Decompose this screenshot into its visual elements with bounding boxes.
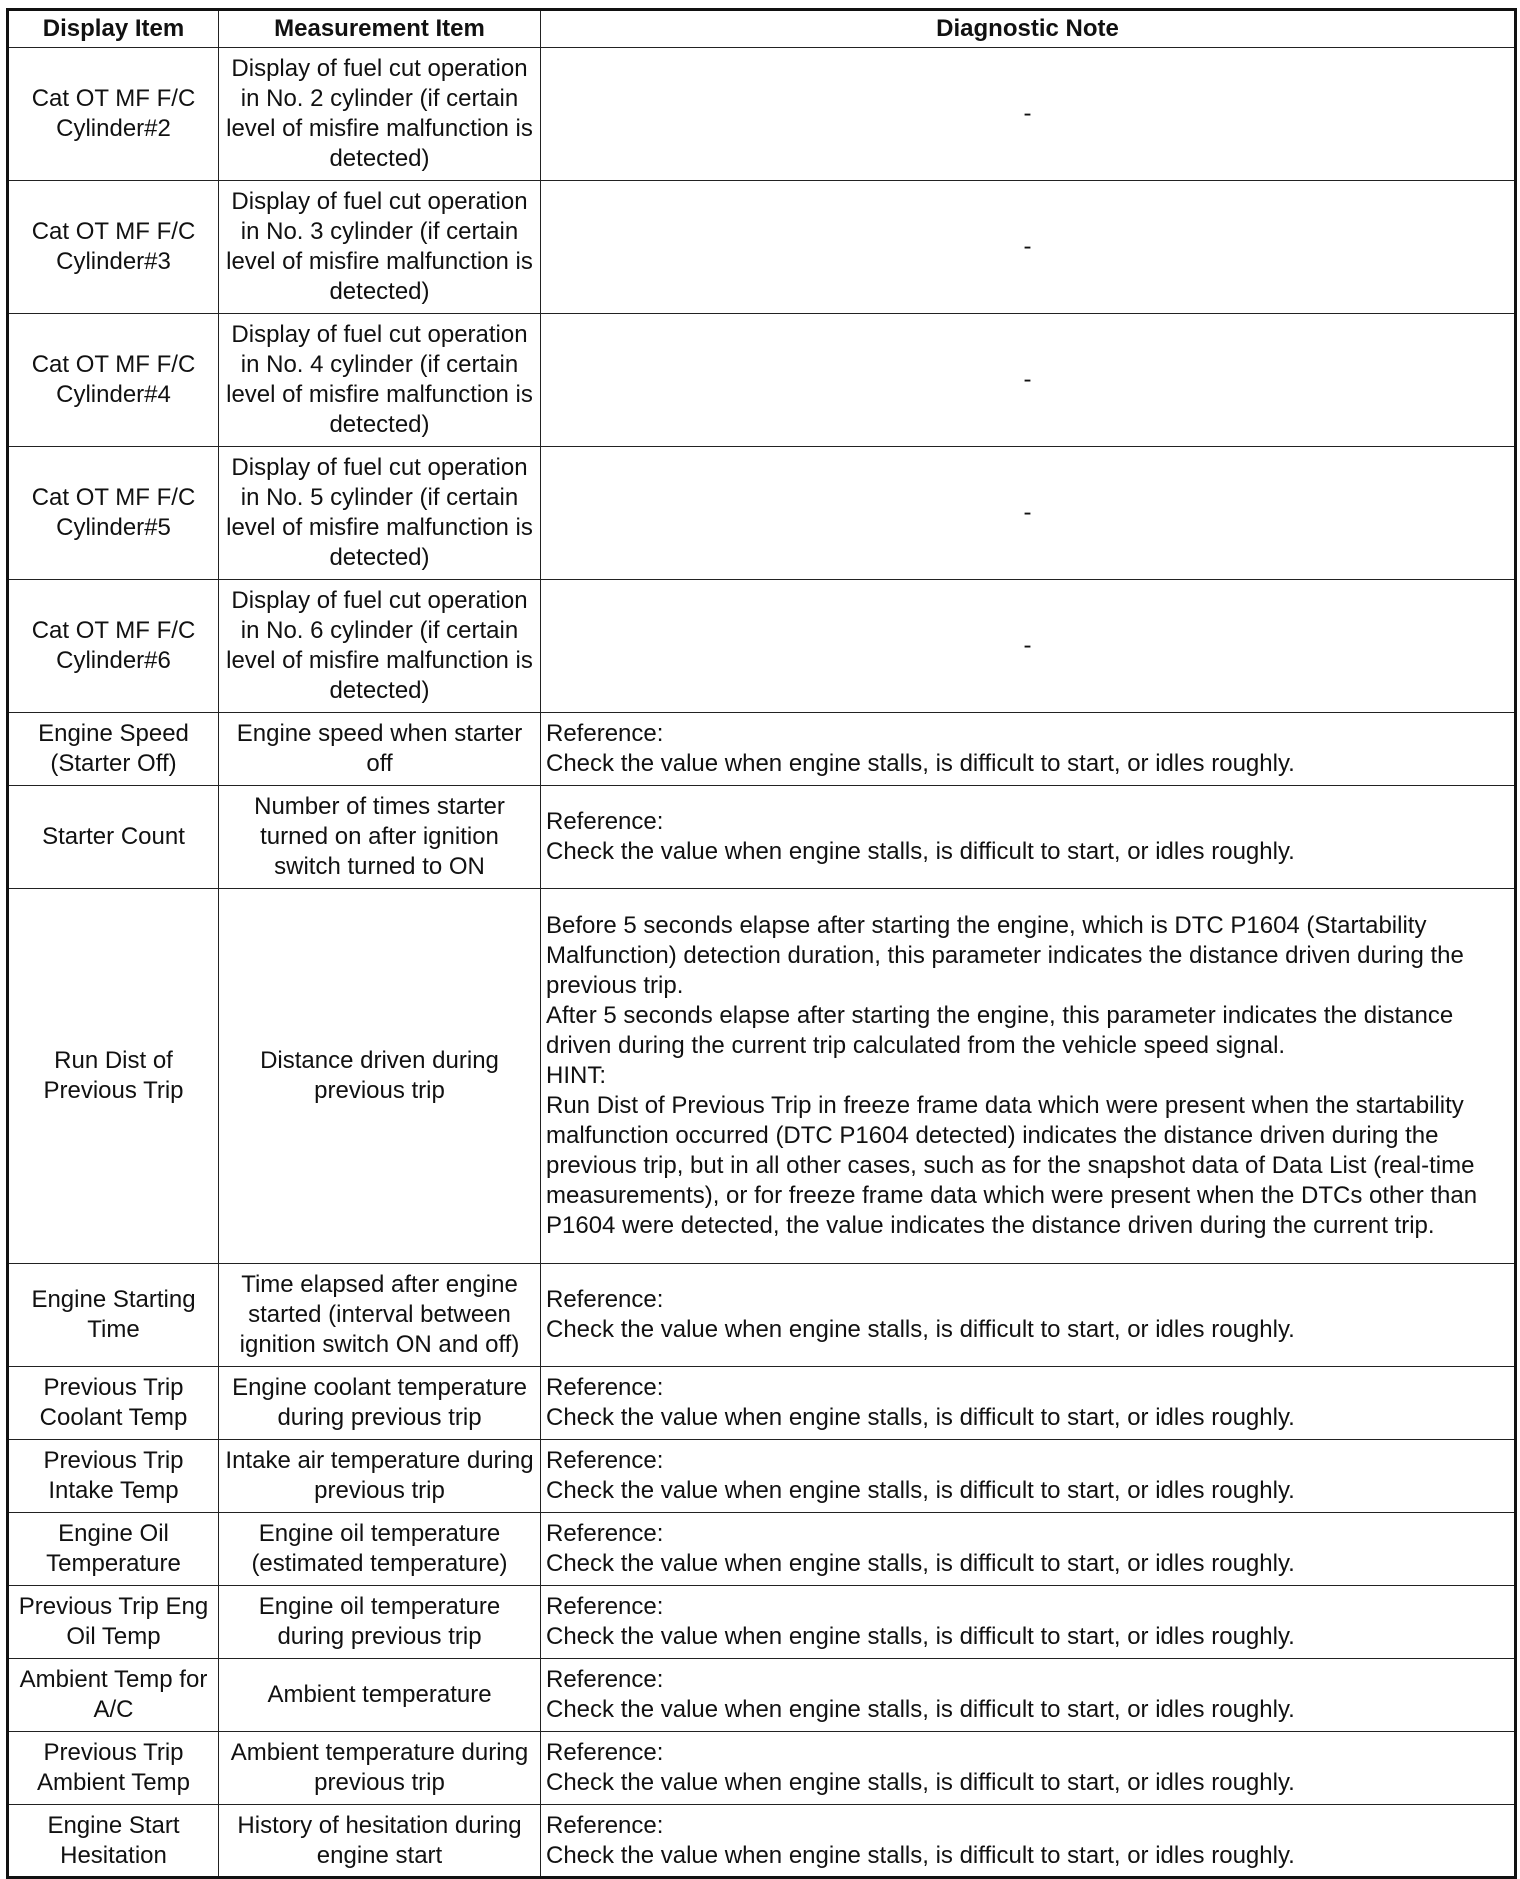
display-item-cell: Cat OT MF F/C Cylinder#6 [8,580,219,713]
diagnostic-note-cell: Reference: Check the value when engine stalls, is difficult to start, or idles roughly. [541,1440,1516,1513]
table-row [8,889,1516,1264]
measurement-item-cell: Ambient temperature during previous trip [219,1732,541,1805]
diagnostic-note-cell: - [541,447,1516,580]
diagnostic-note-cell: - [541,314,1516,447]
table-row [8,181,1516,314]
display-item-cell: Previous Trip Intake Temp [8,1440,219,1513]
display-item-cell: Ambient Temp for A/C [8,1659,219,1732]
table-row [8,580,1516,713]
table-row [8,713,1516,786]
measurement-item-cell: Ambient temperature [219,1659,541,1732]
table-row [8,1513,1516,1586]
diagnostic-note-cell: Reference: Check the value when engine stalls, is difficult to start, or idles roughly. [541,1586,1516,1659]
display-item-cell: Engine Speed (Starter Off) [8,713,219,786]
display-item-cell: Previous Trip Eng Oil Temp [8,1586,219,1659]
measurement-item-cell: Engine oil temperature during previous trip [219,1586,541,1659]
measurement-item-cell: Distance driven during previous trip [219,889,541,1264]
diagnostic-note-cell: - [541,181,1516,314]
display-item-cell: Cat OT MF F/C Cylinder#4 [8,314,219,447]
diagnostic-note-cell: - [541,48,1516,181]
table-row [8,1440,1516,1513]
measurement-item-cell: History of hesitation during engine start [219,1805,541,1878]
diagnostic-note-cell: Reference: Check the value when engine stalls, is difficult to start, or idles roughly. [541,1513,1516,1586]
measurement-item-cell: Display of fuel cut operation in No. 4 cylinder (if certain level of misfire malfunction is detected) [219,314,541,447]
header-measurement-item: Measurement Item [219,10,541,48]
table-row [8,447,1516,580]
table-row [8,1732,1516,1805]
measurement-item-cell: Display of fuel cut operation in No. 6 cylinder (if certain level of misfire malfunction is detected) [219,580,541,713]
display-item-cell: Run Dist of Previous Trip [8,889,219,1264]
table-row [8,1264,1516,1367]
table-row [8,786,1516,889]
display-item-cell: Engine Start Hesitation [8,1805,219,1878]
measurement-item-cell: Number of times starter turned on after ignition switch turned to ON [219,786,541,889]
table-row [8,48,1516,181]
diagnostic-note-cell: - [541,580,1516,713]
display-item-cell: Cat OT MF F/C Cylinder#2 [8,48,219,181]
measurement-item-cell: Engine oil temperature (estimated temperature) [219,1513,541,1586]
diagnostic-note-cell: Reference: Check the value when engine stalls, is difficult to start, or idles roughly. [541,1367,1516,1440]
measurement-item-cell: Time elapsed after engine started (interval between ignition switch ON and off) [219,1264,541,1367]
display-item-cell: Cat OT MF F/C Cylinder#5 [8,447,219,580]
measurement-item-cell: Engine speed when starter off [219,713,541,786]
header-diagnostic-note: Diagnostic Note [541,10,1516,48]
diagnostic-note-cell: Reference: Check the value when engine stalls, is difficult to start, or idles roughly. [541,1732,1516,1805]
display-item-cell: Cat OT MF F/C Cylinder#3 [8,181,219,314]
display-item-cell: Engine Oil Temperature [8,1513,219,1586]
table-row [8,314,1516,447]
table-row [8,1659,1516,1732]
measurement-item-cell: Display of fuel cut operation in No. 3 cylinder (if certain level of misfire malfunction is detected) [219,181,541,314]
table-row [8,1367,1516,1440]
measurement-item-cell: Display of fuel cut operation in No. 2 cylinder (if certain level of misfire malfunction is detected) [219,48,541,181]
display-item-cell: Previous Trip Coolant Temp [8,1367,219,1440]
diagnostic-note-cell: Reference: Check the value when engine stalls, is difficult to start, or idles roughly. [541,1659,1516,1732]
display-item-cell: Starter Count [8,786,219,889]
diagnostic-note-cell: Reference: Check the value when engine stalls, is difficult to start, or idles roughly. [541,786,1516,889]
diagnostic-note-cell: Reference: Check the value when engine stalls, is difficult to start, or idles roughly. [541,1805,1516,1878]
measurement-item-cell: Engine coolant temperature during previous trip [219,1367,541,1440]
display-item-cell: Previous Trip Ambient Temp [8,1732,219,1805]
display-item-cell: Engine Starting Time [8,1264,219,1367]
measurement-item-cell: Intake air temperature during previous trip [219,1440,541,1513]
table-row [8,1586,1516,1659]
data-list-table [6,8,1517,1879]
header-display-item: Display Item [8,10,219,48]
diagnostic-note-cell: Reference: Check the value when engine stalls, is difficult to start, or idles roughly. [541,1264,1516,1367]
diagnostic-note-cell: Before 5 seconds elapse after starting the engine, which is DTC P1604 (Startability Malfunction) detection duration, this parameter indicates the distance driven during the previous trip. After 5 seconds elapse after starting the engine, this parameter indicates the distance driven during the current trip calculated from the vehicle speed signal. HINT: Run Dist of Previous Trip in freeze frame data which were present when the startability malfunction occurred (DTC P1604 detected) indicates the distance driven during the previous trip, but in all other cases, such as for the snapshot data of Data List (real-time measurements), or for freeze frame data which were present when the DTCs other than P1604 were detected, the value indicates the distance driven during the current trip. [541,889,1516,1264]
table-header-row [8,10,1516,48]
table-row [8,1805,1516,1878]
diagnostic-note-cell: Reference: Check the value when engine stalls, is difficult to start, or idles roughly. [541,713,1516,786]
measurement-item-cell: Display of fuel cut operation in No. 5 cylinder (if certain level of misfire malfunction is detected) [219,447,541,580]
